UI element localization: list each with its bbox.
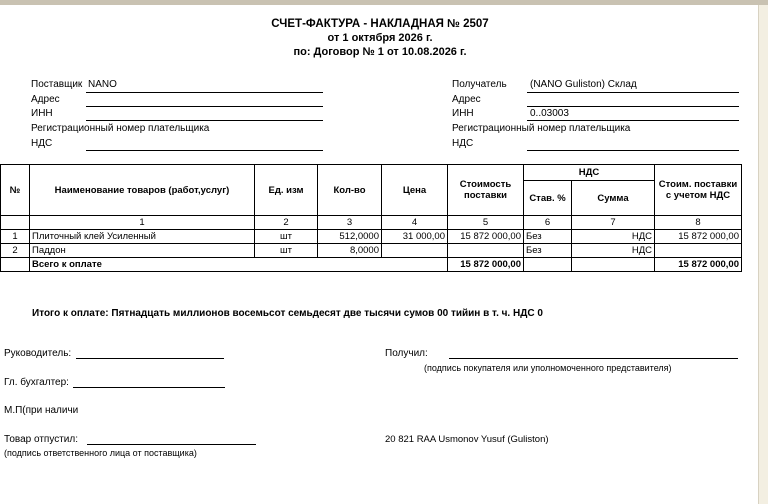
released-signature-line xyxy=(87,444,256,445)
supplier-address-underline xyxy=(86,106,323,107)
vehicle-driver: 20 821 RAA Usmonov Yusuf (Guliston) xyxy=(385,434,549,445)
director-signature-line xyxy=(76,358,224,359)
header-vat-sum: Сумма xyxy=(572,181,655,216)
total-with-vat: 15 872 000,00 xyxy=(655,258,742,272)
header-vat-rate: Став. % xyxy=(524,181,572,216)
accountant-label: Гл. бухгалтер: xyxy=(4,377,69,388)
total-label: Всего к оплате xyxy=(30,258,448,272)
header-unit: Ед. изм xyxy=(255,165,318,216)
row-unit: шт xyxy=(255,230,318,244)
recipient-address-underline xyxy=(527,106,739,107)
col-number: 6 xyxy=(524,216,572,230)
header-qty: Кол-во xyxy=(318,165,382,216)
supplier-value: NANO xyxy=(88,79,117,90)
row-total xyxy=(655,244,742,258)
row-price xyxy=(382,244,448,258)
received-note: (подпись покупателя или уполномоченного представителя) xyxy=(424,363,672,373)
amount-in-words: Итого к оплате: Пятнадцать миллионов восемьсот семьдесят две тысячи сумов 00 тийин в т. ч. НДС 0 xyxy=(32,308,543,319)
col-number: 1 xyxy=(30,216,255,230)
row-num: 2 xyxy=(1,244,30,258)
row-unit: шт xyxy=(255,244,318,258)
row-vat-sum: НДС xyxy=(572,244,655,258)
right-scroll-edge xyxy=(758,5,768,504)
header-price: Цена xyxy=(382,165,448,216)
row-vat-rate: Без xyxy=(524,244,572,258)
header-cost: Стоимость поставки xyxy=(448,165,524,216)
supplier-nds-underline xyxy=(86,150,323,151)
row-qty: 512,0000 xyxy=(318,230,382,244)
supplier-inn-underline xyxy=(86,120,323,121)
col-number: 8 xyxy=(655,216,742,230)
table-row xyxy=(1,244,742,258)
document-date: от 1 октября 2026 г. xyxy=(327,32,433,44)
recipient-inn-underline xyxy=(527,120,739,121)
contract-line: по: Договор № 1 от 10.08.2026 г. xyxy=(293,46,467,58)
accountant-signature-line xyxy=(73,387,225,388)
header-num: № xyxy=(1,165,30,216)
stamp-label: М.П(при наличи xyxy=(4,405,79,416)
table-row xyxy=(1,230,742,244)
col-number: 7 xyxy=(572,216,655,230)
document-title: СЧЕТ-ФАКТУРА - НАКЛАДНАЯ № 2507 xyxy=(271,18,489,30)
column-number-row xyxy=(1,216,742,230)
supplier-reg-label: Регистрационный номер плательщика xyxy=(31,123,210,134)
supplier-label: Поставщик xyxy=(31,79,83,90)
top-border xyxy=(0,0,768,5)
col-number: 5 xyxy=(448,216,524,230)
table-header-row xyxy=(1,165,742,181)
col-number: 2 xyxy=(255,216,318,230)
total-cost: 15 872 000,00 xyxy=(448,258,524,272)
recipient-inn-label: ИНН xyxy=(452,108,474,119)
col-number: 4 xyxy=(382,216,448,230)
header-vat-group: НДС xyxy=(524,165,655,181)
recipient-reg-label: Регистрационный номер плательщика xyxy=(452,123,631,134)
row-cost xyxy=(448,244,524,258)
row-vat-rate: Без xyxy=(524,230,572,244)
supplier-address-label: Адрес xyxy=(31,94,60,105)
supplier-nds-label: НДС xyxy=(31,138,53,149)
row-name: Плиточный клей Усиленный xyxy=(30,230,255,244)
header-name: Наименование товаров (работ,услуг) xyxy=(30,165,255,216)
recipient-underline xyxy=(527,92,739,93)
recipient-value: (NANO Guliston) Склад xyxy=(530,79,637,90)
row-total: 15 872 000,00 xyxy=(655,230,742,244)
released-note: (подпись ответственного лица от поставщика) xyxy=(4,448,197,458)
recipient-address-label: Адрес xyxy=(452,94,481,105)
header-total: Стоим. поставки с учетом НДС xyxy=(655,165,742,216)
recipient-nds-label: НДС xyxy=(452,138,474,149)
recipient-nds-underline xyxy=(527,150,739,151)
row-price: 31 000,00 xyxy=(382,230,448,244)
released-label: Товар отпустил: xyxy=(4,434,78,445)
supplier-inn-label: ИНН xyxy=(31,108,53,119)
col-number: 3 xyxy=(318,216,382,230)
recipient-inn-value: 0..03003 xyxy=(530,108,569,119)
row-cost: 15 872 000,00 xyxy=(448,230,524,244)
items-table xyxy=(0,164,742,272)
row-vat-sum: НДС xyxy=(572,230,655,244)
received-signature-line xyxy=(449,358,738,359)
row-name: Паддон xyxy=(30,244,255,258)
total-row xyxy=(1,258,742,272)
received-label: Получил: xyxy=(385,348,428,359)
row-num: 1 xyxy=(1,230,30,244)
row-qty: 8,0000 xyxy=(318,244,382,258)
director-label: Руководитель: xyxy=(4,348,72,359)
recipient-label: Получатель xyxy=(452,79,507,90)
supplier-underline xyxy=(86,92,323,93)
